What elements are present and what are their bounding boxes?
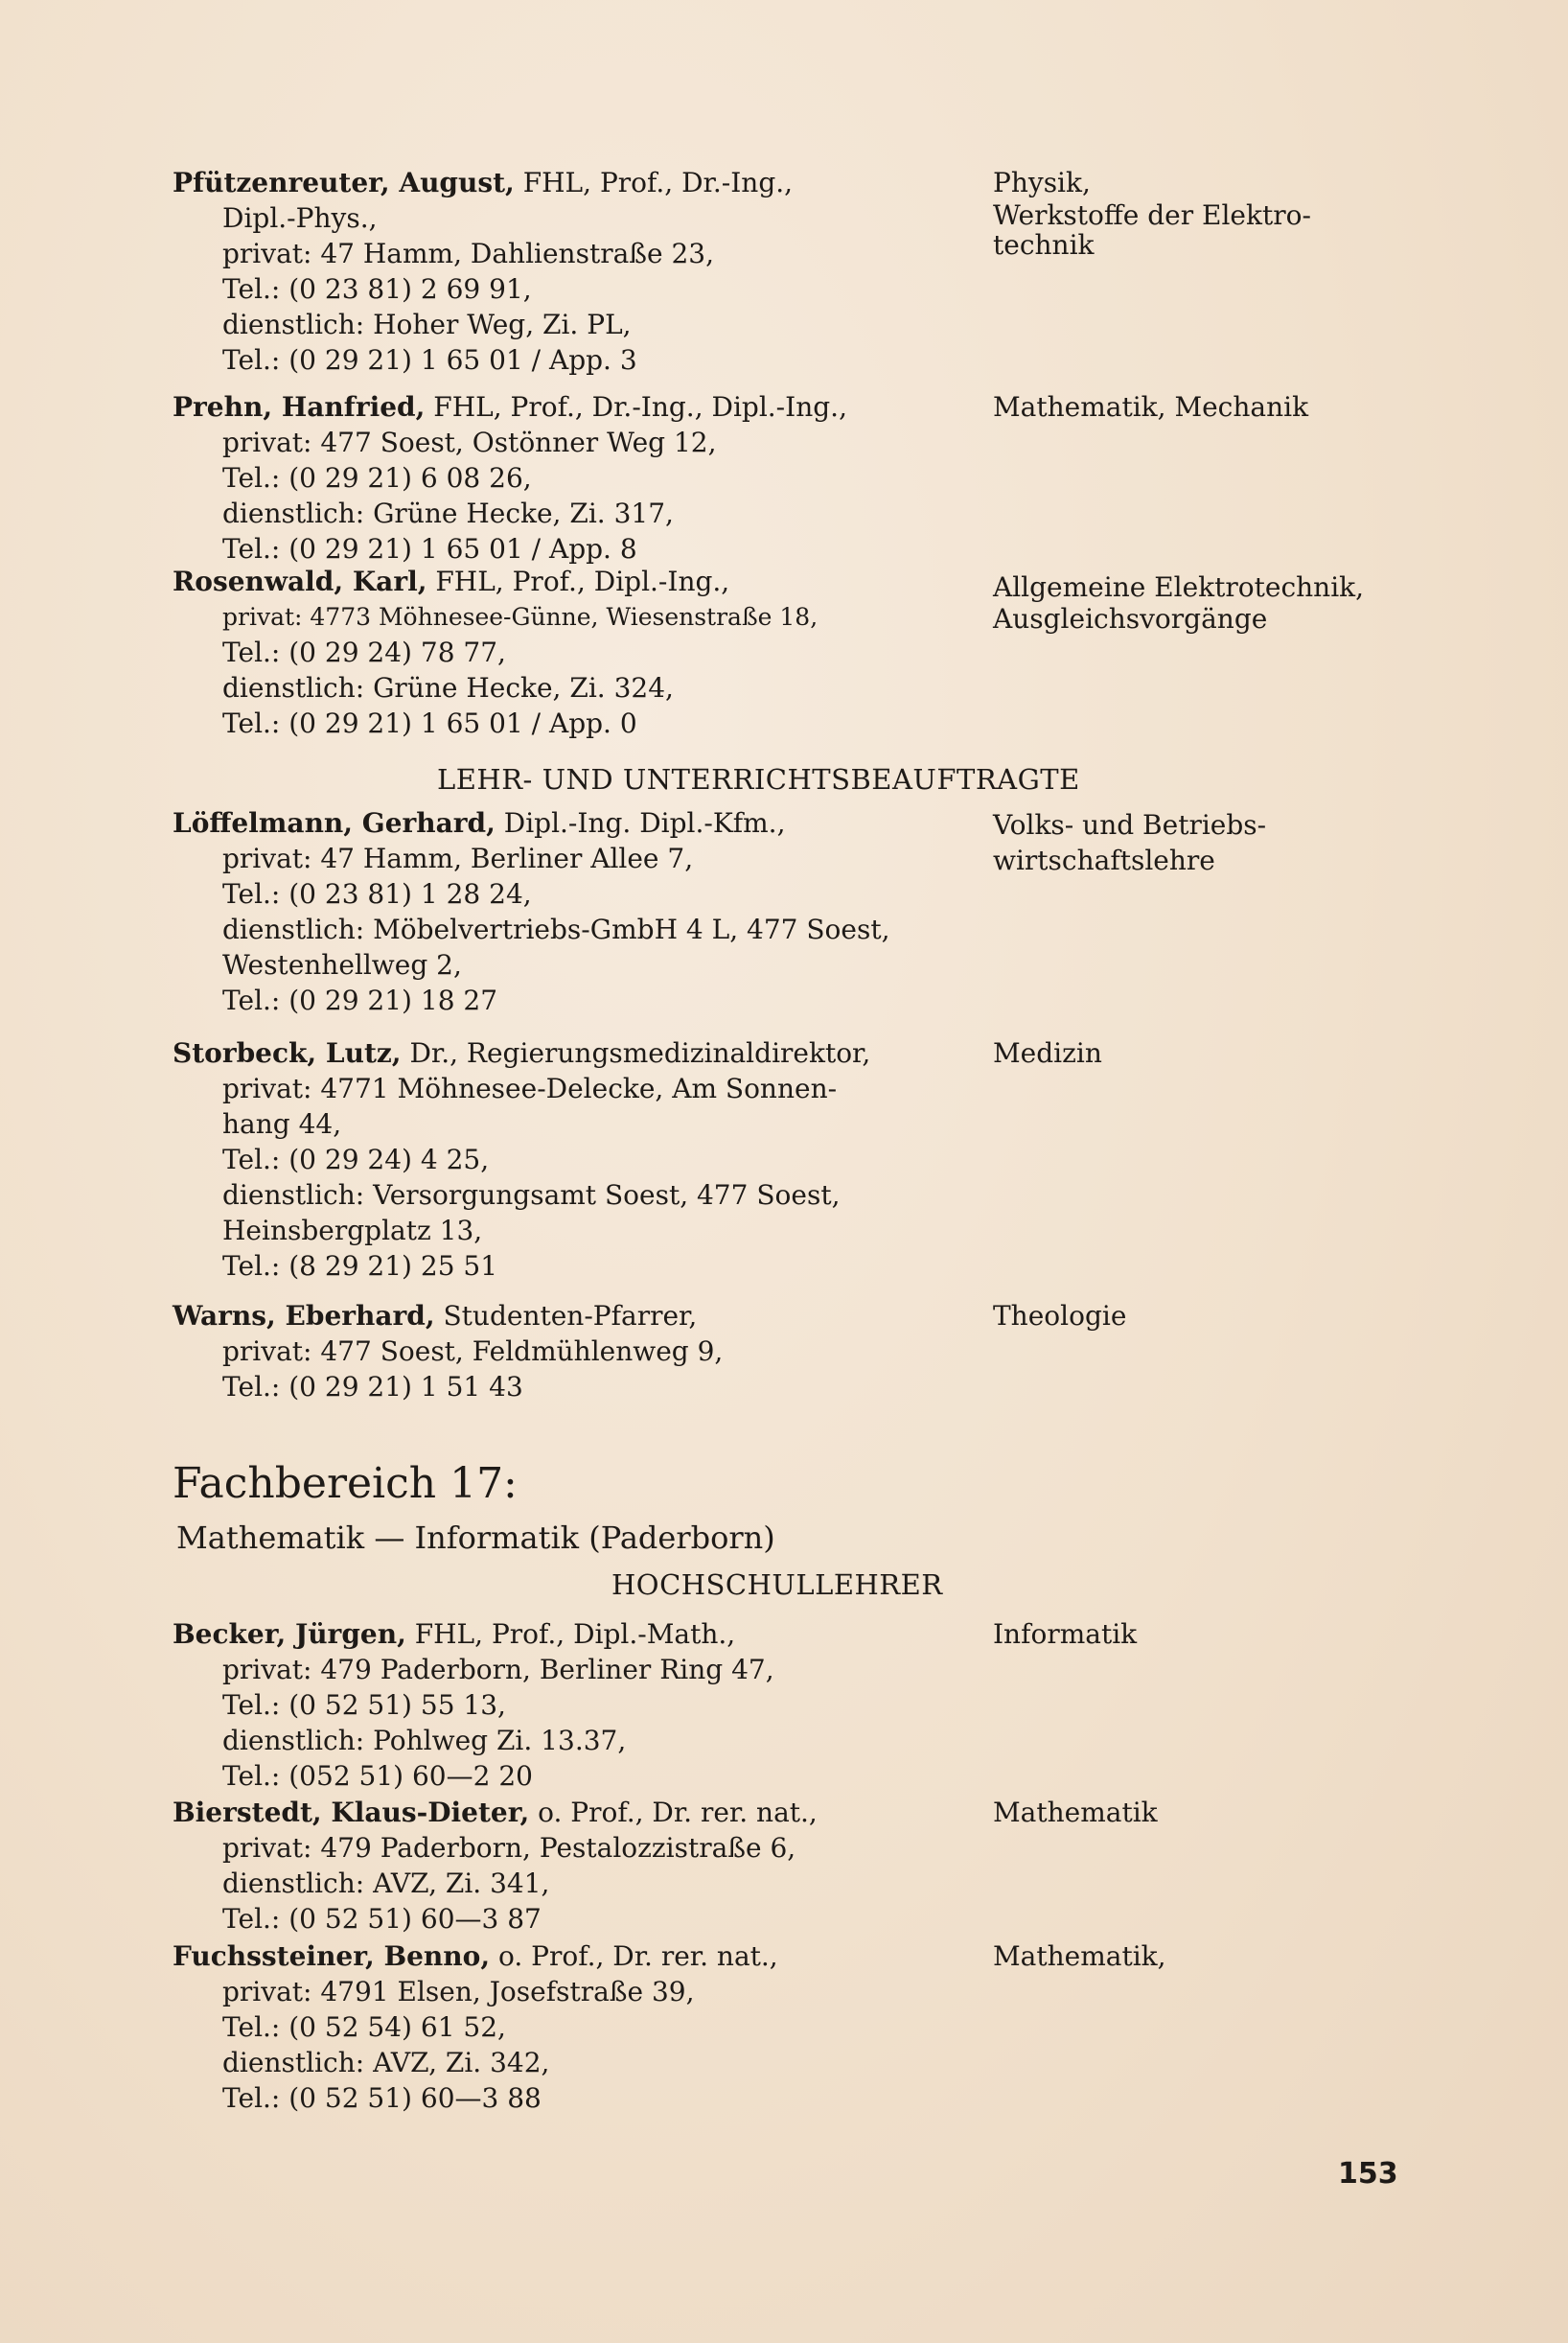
person-title: FHL, Prof., Dr.-Ing., Dipl.-Ing., [425, 391, 847, 423]
entry-line: Tel.: (0 52 51) 60—3 88 [222, 2082, 542, 2114]
entry-line: privat: 477 Soest, Ostönner Weg 12, [222, 427, 717, 458]
entry-details [173, 805, 958, 1018]
entry-line: privat: 4771 Möhnesee-Delecke, Am Sonnen- [222, 1073, 838, 1104]
person-name: Warns, Eberhard, [173, 1300, 435, 1332]
entry-details [173, 165, 958, 378]
entry-subject [993, 165, 1415, 263]
section-heading-lehrbeauftragte: LEHR- UND UNTERRICHTSBEAUFTRAGTE [437, 763, 1080, 796]
person-name: Bierstedt, Klaus-Dieter, [173, 1797, 530, 1828]
entry-heading-line [173, 389, 958, 425]
entry-details [173, 1938, 958, 2116]
entry-line: Tel.: (8 29 21) 25 51 [222, 1250, 498, 1282]
entry-heading-line [173, 1035, 958, 1071]
person-name: Fuchssteiner, Benno, [173, 1940, 491, 1972]
subject-line: Werkstoffe der Elektro- [993, 199, 1311, 231]
entry-line: privat: 479 Paderborn, Pestalozzistraße 6, [222, 1832, 796, 1864]
entry-line: Tel.: (0 29 21) 1 65 01 / App. 8 [222, 533, 637, 565]
entry-line: privat: 4773 Möhnesee-Günne, Wiesenstraße 18, [222, 603, 819, 631]
entry-heading-line [173, 1298, 958, 1334]
entry-line: Heinsbergplatz 13, [222, 1215, 483, 1246]
entry-line: dienstlich: Hoher Weg, Zi. PL, [222, 309, 632, 340]
person-name: Rosenwald, Karl, [173, 566, 427, 597]
entry-line: Tel.: (0 52 54) 61 52, [222, 2011, 506, 2043]
entry-line: Tel.: (052 51) 60—2 20 [222, 1760, 533, 1792]
entry-line: Westenhellweg 2, [222, 949, 462, 981]
entry-line: privat: 479 Paderborn, Berliner Ring 47, [222, 1654, 774, 1685]
entry-line: Dipl.-Phys., [222, 202, 378, 234]
person-title: FHL, Prof., Dr.-Ing., [514, 167, 794, 198]
subject-line: Volks- und Betriebs- [993, 809, 1267, 841]
person-name: Becker, Jürgen, [173, 1618, 406, 1650]
person-title: o. Prof., Dr. rer. nat., [490, 1940, 778, 1972]
section-heading-hochschullehrer: HOCHSCHULLEHRER [611, 1568, 943, 1601]
entry-heading-line [173, 564, 958, 599]
entry-line: dienstlich: Pohlweg Zi. 13.37, [222, 1725, 627, 1756]
entry-line: Tel.: (0 29 21) 18 27 [222, 985, 498, 1016]
entry-line: dienstlich: AVZ, Zi. 342, [222, 2047, 550, 2078]
entry-details [173, 1795, 958, 1937]
entry-subject [993, 389, 1415, 425]
entry-line: Tel.: (0 29 21) 6 08 26, [222, 462, 532, 494]
subject-line: Theologie [993, 1300, 1127, 1332]
person-title: o. Prof., Dr. rer. nat., [529, 1797, 818, 1828]
entry-line: privat: 477 Soest, Feldmühlenweg 9, [222, 1335, 724, 1367]
entry-subject [993, 569, 1415, 637]
subject-line: Mathematik [993, 1797, 1158, 1828]
entry-details [173, 1298, 958, 1404]
person-name: Pfützenreuter, August, [173, 167, 515, 198]
person-name: Storbeck, Lutz, [173, 1037, 402, 1069]
subject-line: Allgemeine Elektrotechnik, [993, 571, 1365, 603]
page-number: 153 [1338, 2157, 1398, 2191]
person-title: Dr., Regierungsmedizinaldirektor, [401, 1037, 871, 1069]
entry-subject [993, 1938, 1415, 1974]
subject-line: technik [993, 229, 1095, 261]
entry-heading-line [173, 1795, 958, 1830]
entry-details [173, 389, 958, 567]
department-title: Fachbereich 17: [173, 1459, 518, 1508]
entry-line: Tel.: (0 29 21) 1 51 43 [222, 1371, 523, 1403]
person-title: FHL, Prof., Dipl.-Math., [405, 1618, 736, 1650]
entry-line: Tel.: (0 52 51) 60—3 87 [222, 1903, 542, 1935]
entry-line: privat: 4791 Elsen, Josefstraße 39, [222, 1976, 695, 2007]
subject-line: Medizin [993, 1037, 1102, 1069]
entry-line: dienstlich: AVZ, Zi. 341, [222, 1867, 550, 1899]
entry-subject [993, 1616, 1415, 1652]
entry-line: hang 44, [222, 1108, 342, 1140]
subject-line: Informatik [993, 1618, 1138, 1650]
entry-details [173, 564, 958, 741]
person-title: FHL, Prof., Dipl.-Ing., [427, 566, 730, 597]
entry-line: Tel.: (0 23 81) 1 28 24, [222, 878, 532, 910]
entry-line: dienstlich: Grüne Hecke, Zi. 317, [222, 498, 674, 529]
entry-line: Tel.: (0 52 51) 55 13, [222, 1689, 506, 1721]
entry-details [173, 1035, 958, 1284]
department-subtitle: Mathematik — Informatik (Paderborn) [176, 1519, 775, 1556]
entry-line: Tel.: (0 29 24) 78 77, [222, 637, 506, 668]
entry-heading-line [173, 165, 958, 200]
entry-subject [993, 1795, 1415, 1830]
person-name: Prehn, Hanfried, [173, 391, 426, 423]
subject-line: Physik, [993, 167, 1091, 198]
subject-line: Mathematik, Mechanik [993, 391, 1309, 423]
entry-line: Tel.: (0 29 21) 1 65 01 / App. 3 [222, 344, 637, 376]
entry-heading-line [173, 1938, 958, 1974]
person-name: Löffelmann, Gerhard, [173, 807, 496, 839]
subject-line: Ausgleichsvorgänge [993, 603, 1268, 635]
entry-subject [993, 807, 1415, 878]
entry-heading-line [173, 1616, 958, 1652]
entry-line: privat: 47 Hamm, Berliner Allee 7, [222, 843, 694, 874]
entry-line: dienstlich: Möbelvertriebs-GmbH 4 L, 477 Soest, [222, 914, 890, 945]
entry-line: dienstlich: Grüne Hecke, Zi. 324, [222, 672, 674, 704]
subject-line: wirtschaftslehre [993, 845, 1215, 876]
person-title: Dipl.-Ing. Dipl.-Kfm., [495, 807, 786, 839]
entry-heading-line [173, 805, 958, 841]
entry-line: dienstlich: Versorgungsamt Soest, 477 Soest, [222, 1179, 841, 1211]
entry-line: Tel.: (0 29 21) 1 65 01 / App. 0 [222, 708, 637, 739]
entry-subject [993, 1035, 1415, 1071]
entry-line: privat: 47 Hamm, Dahlienstraße 23, [222, 238, 714, 269]
entry-subject [993, 1298, 1415, 1334]
person-title: Studenten-Pfarrer, [434, 1300, 698, 1332]
entry-line: Tel.: (0 29 24) 4 25, [222, 1144, 490, 1175]
entry-details [173, 1616, 958, 1794]
subject-line: Mathematik, [993, 1940, 1166, 1972]
entry-line: Tel.: (0 23 81) 2 69 91, [222, 273, 532, 305]
